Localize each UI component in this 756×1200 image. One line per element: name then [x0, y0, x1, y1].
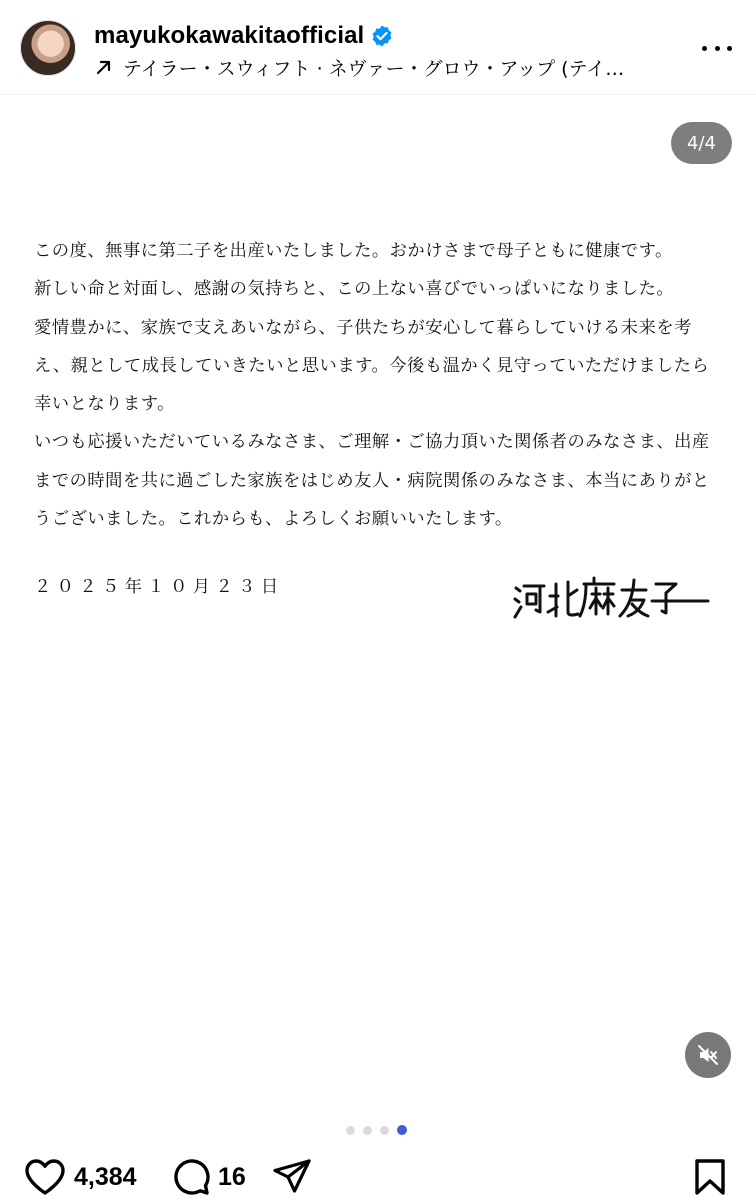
carousel-dot-active — [397, 1125, 407, 1135]
bookmark-icon[interactable] — [692, 1158, 728, 1196]
comment-icon[interactable] — [172, 1158, 210, 1196]
verified-badge-icon — [370, 24, 394, 48]
comment-count[interactable]: 16 — [218, 1162, 246, 1191]
carousel-indicator — [346, 1125, 407, 1135]
letter-line: え、親として成長していきたいと思います。今後も温かく見守っていただけましたら — [34, 355, 710, 376]
heart-icon[interactable] — [24, 1158, 66, 1196]
action-bar — [0, 1150, 756, 1200]
post-header — [0, 0, 756, 95]
like-count[interactable]: 4,384 — [74, 1162, 137, 1191]
announcement-letter — [34, 232, 724, 538]
username-row — [94, 22, 394, 50]
letter-line: までの時間を共に過ごした家族をはじめ友人・病院関係のみなさま、本当にありがと — [34, 470, 710, 491]
letter-line: 新しい命と対面し、感謝の気持ちと、この上ない喜びでいっぱいになりました。 — [34, 279, 675, 300]
letter-date: ２０２５年１０月２３日 — [34, 577, 284, 597]
letter-line: この度、無事に第二子を出産いたしました。おかけさまで母子ともに健康です。 — [34, 241, 673, 261]
music-arrow-icon — [94, 57, 114, 77]
more-options-icon[interactable] — [702, 38, 732, 58]
letter-line: 幸いとなります。 — [34, 394, 175, 415]
music-text: テイラー・スウィフト · ネヴァー・グロウ・アップ (テイ… — [123, 57, 625, 80]
bookmark-action[interactable] — [692, 1158, 728, 1196]
share-icon[interactable] — [272, 1158, 312, 1196]
carousel-dot — [363, 1126, 372, 1135]
carousel-counter: 4/4 — [671, 122, 732, 164]
mute-button[interactable] — [685, 1032, 731, 1078]
post-image[interactable] — [0, 96, 756, 1150]
music-attribution[interactable] — [94, 54, 674, 80]
share-action[interactable] — [272, 1158, 312, 1196]
username[interactable]: mayukokawakitaofficial — [94, 22, 365, 49]
carousel-dot — [380, 1126, 389, 1135]
signature — [512, 572, 712, 622]
letter-line: いつも応援いただいているみなさま、ご理解・ご協力頂いた関係者のみなさま、出産 — [34, 432, 710, 453]
letter-line: うございました。これからも、よろしくお願いいたします。 — [34, 509, 513, 530]
comment-action[interactable] — [172, 1158, 246, 1196]
like-action[interactable] — [24, 1158, 137, 1196]
avatar[interactable] — [20, 20, 76, 76]
carousel-dot — [346, 1126, 355, 1135]
letter-line: 愛情豊かに、家族で支えあいながら、子供たちが安心して暮らしていける未来を考 — [34, 317, 692, 338]
mute-icon — [696, 1043, 720, 1067]
